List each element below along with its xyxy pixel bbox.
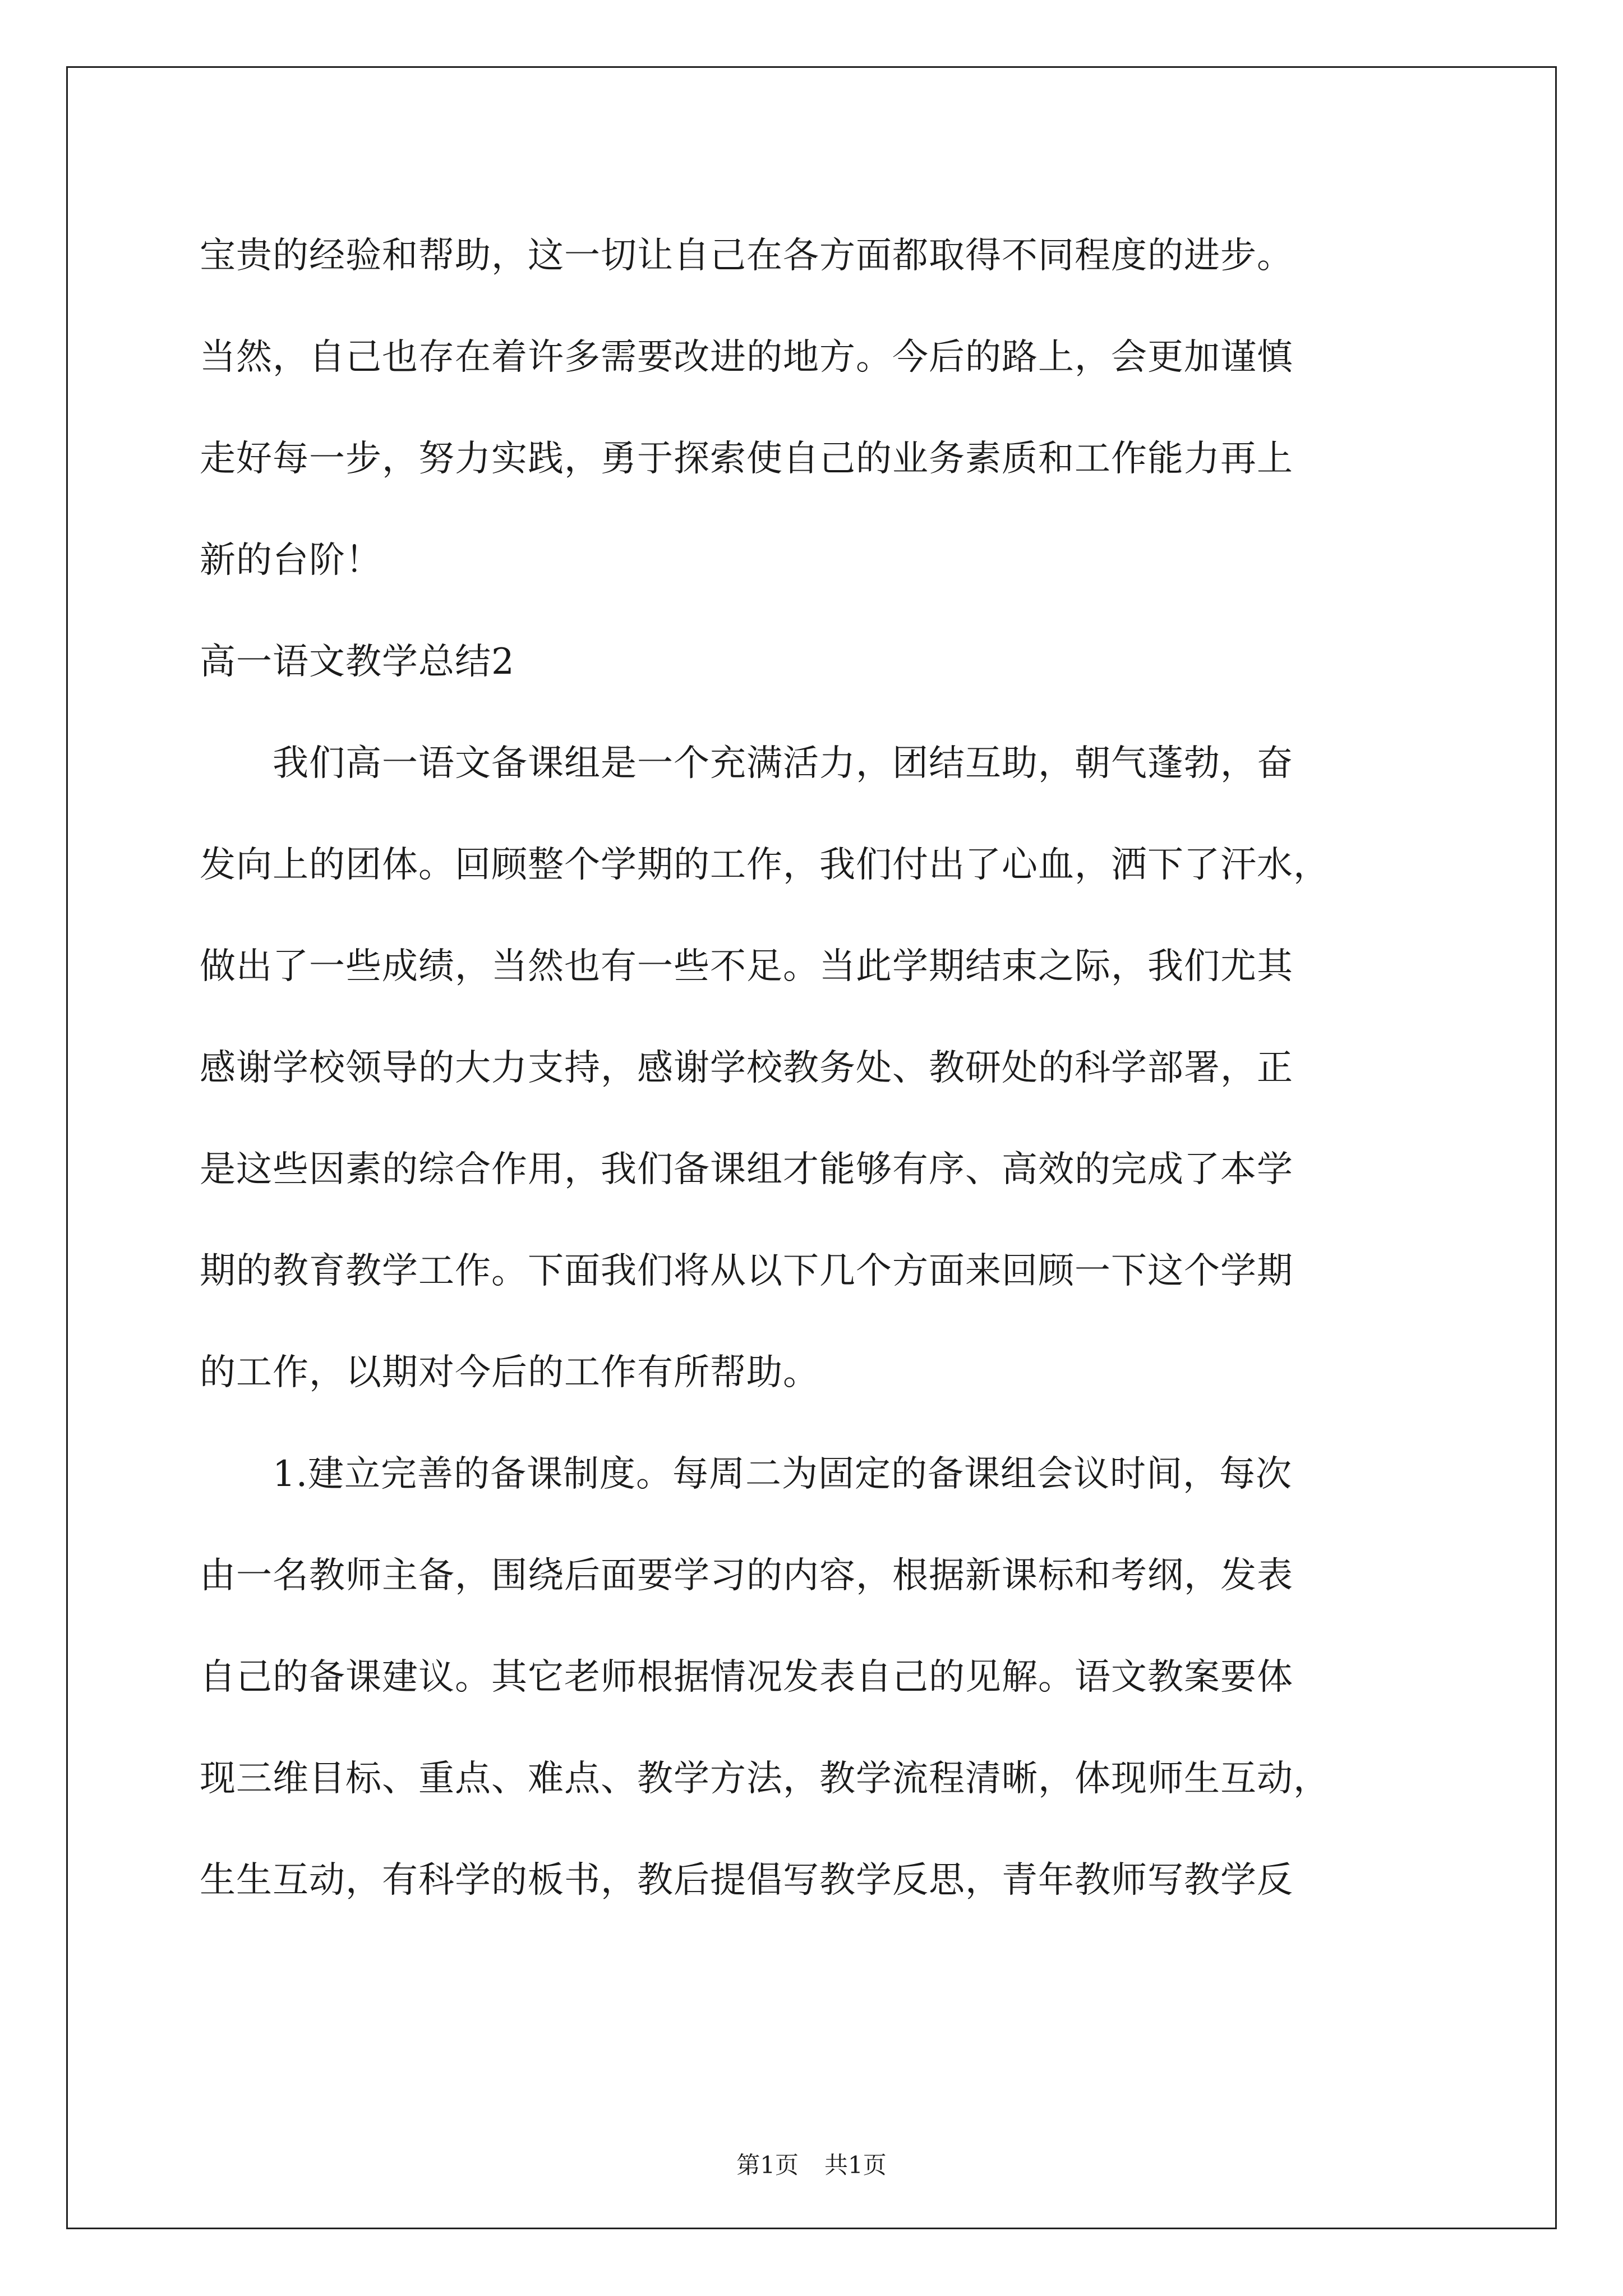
body-text-line: 是这些因素的综合作用，我们备课组才能够有序、高效的完成了本学	[200, 1149, 1293, 1190]
body-text-line: 宝贵的经验和帮助，这一切让自己在各方面都取得不同程度的进步。	[200, 235, 1293, 277]
body-text-line: 走好每一步，努力实践，勇于探索使自己的业务素质和工作能力再上	[200, 438, 1293, 480]
page-number: 第1页	[736, 2151, 799, 2179]
body-text-line: 期的教育教学工作。下面我们将从以下几个方面来回顾一下这个学期	[200, 1250, 1293, 1292]
body-text-line: 当然，自己也存在着许多需要改进的地方。今后的路上，会更加谨慎	[200, 337, 1293, 378]
body-text-line: 生生互动，有科学的板书，教后提倡写教学反思，青年教师写教学反	[200, 1860, 1293, 1901]
body-text-line: 感谢学校领导的大力支持，感谢学校教务处、教研处的科学部署，正	[200, 1047, 1293, 1089]
body-text-line: 自己的备课建议。其它老师根据情况发表自己的见解。语文教案要体	[200, 1657, 1293, 1698]
body-text-line: 做出了一些成绩，当然也有一些不足。当此学期结束之际，我们尤其	[200, 946, 1293, 987]
body-text-line: 新的台阶！	[200, 540, 382, 581]
section-heading: 高一语文教学总结2	[200, 641, 515, 683]
page-footer	[0, 2150, 1623, 2181]
body-text-line: 发向上的团体。回顾整个学期的工作，我们付出了心血，洒下了汗水，	[200, 844, 1330, 886]
page-total: 共1页	[824, 2151, 887, 2179]
body-text-line: 我们高一语文备课组是一个充满活力，团结互助，朝气蓬勃，奋	[200, 743, 1293, 784]
body-text-line: 1.建立完善的备课制度。每周二为固定的备课组会议时间，每次	[200, 1453, 1293, 1495]
body-text-line: 的工作，以期对今后的工作有所帮助。	[200, 1352, 819, 1393]
body-text-line: 由一名教师主备，围绕后面要学习的内容，根据新课标和考纲，发表	[200, 1555, 1293, 1596]
body-text-line: 现三维目标、重点、难点、教学方法，教学流程清晰，体现师生互动，	[200, 1758, 1330, 1800]
